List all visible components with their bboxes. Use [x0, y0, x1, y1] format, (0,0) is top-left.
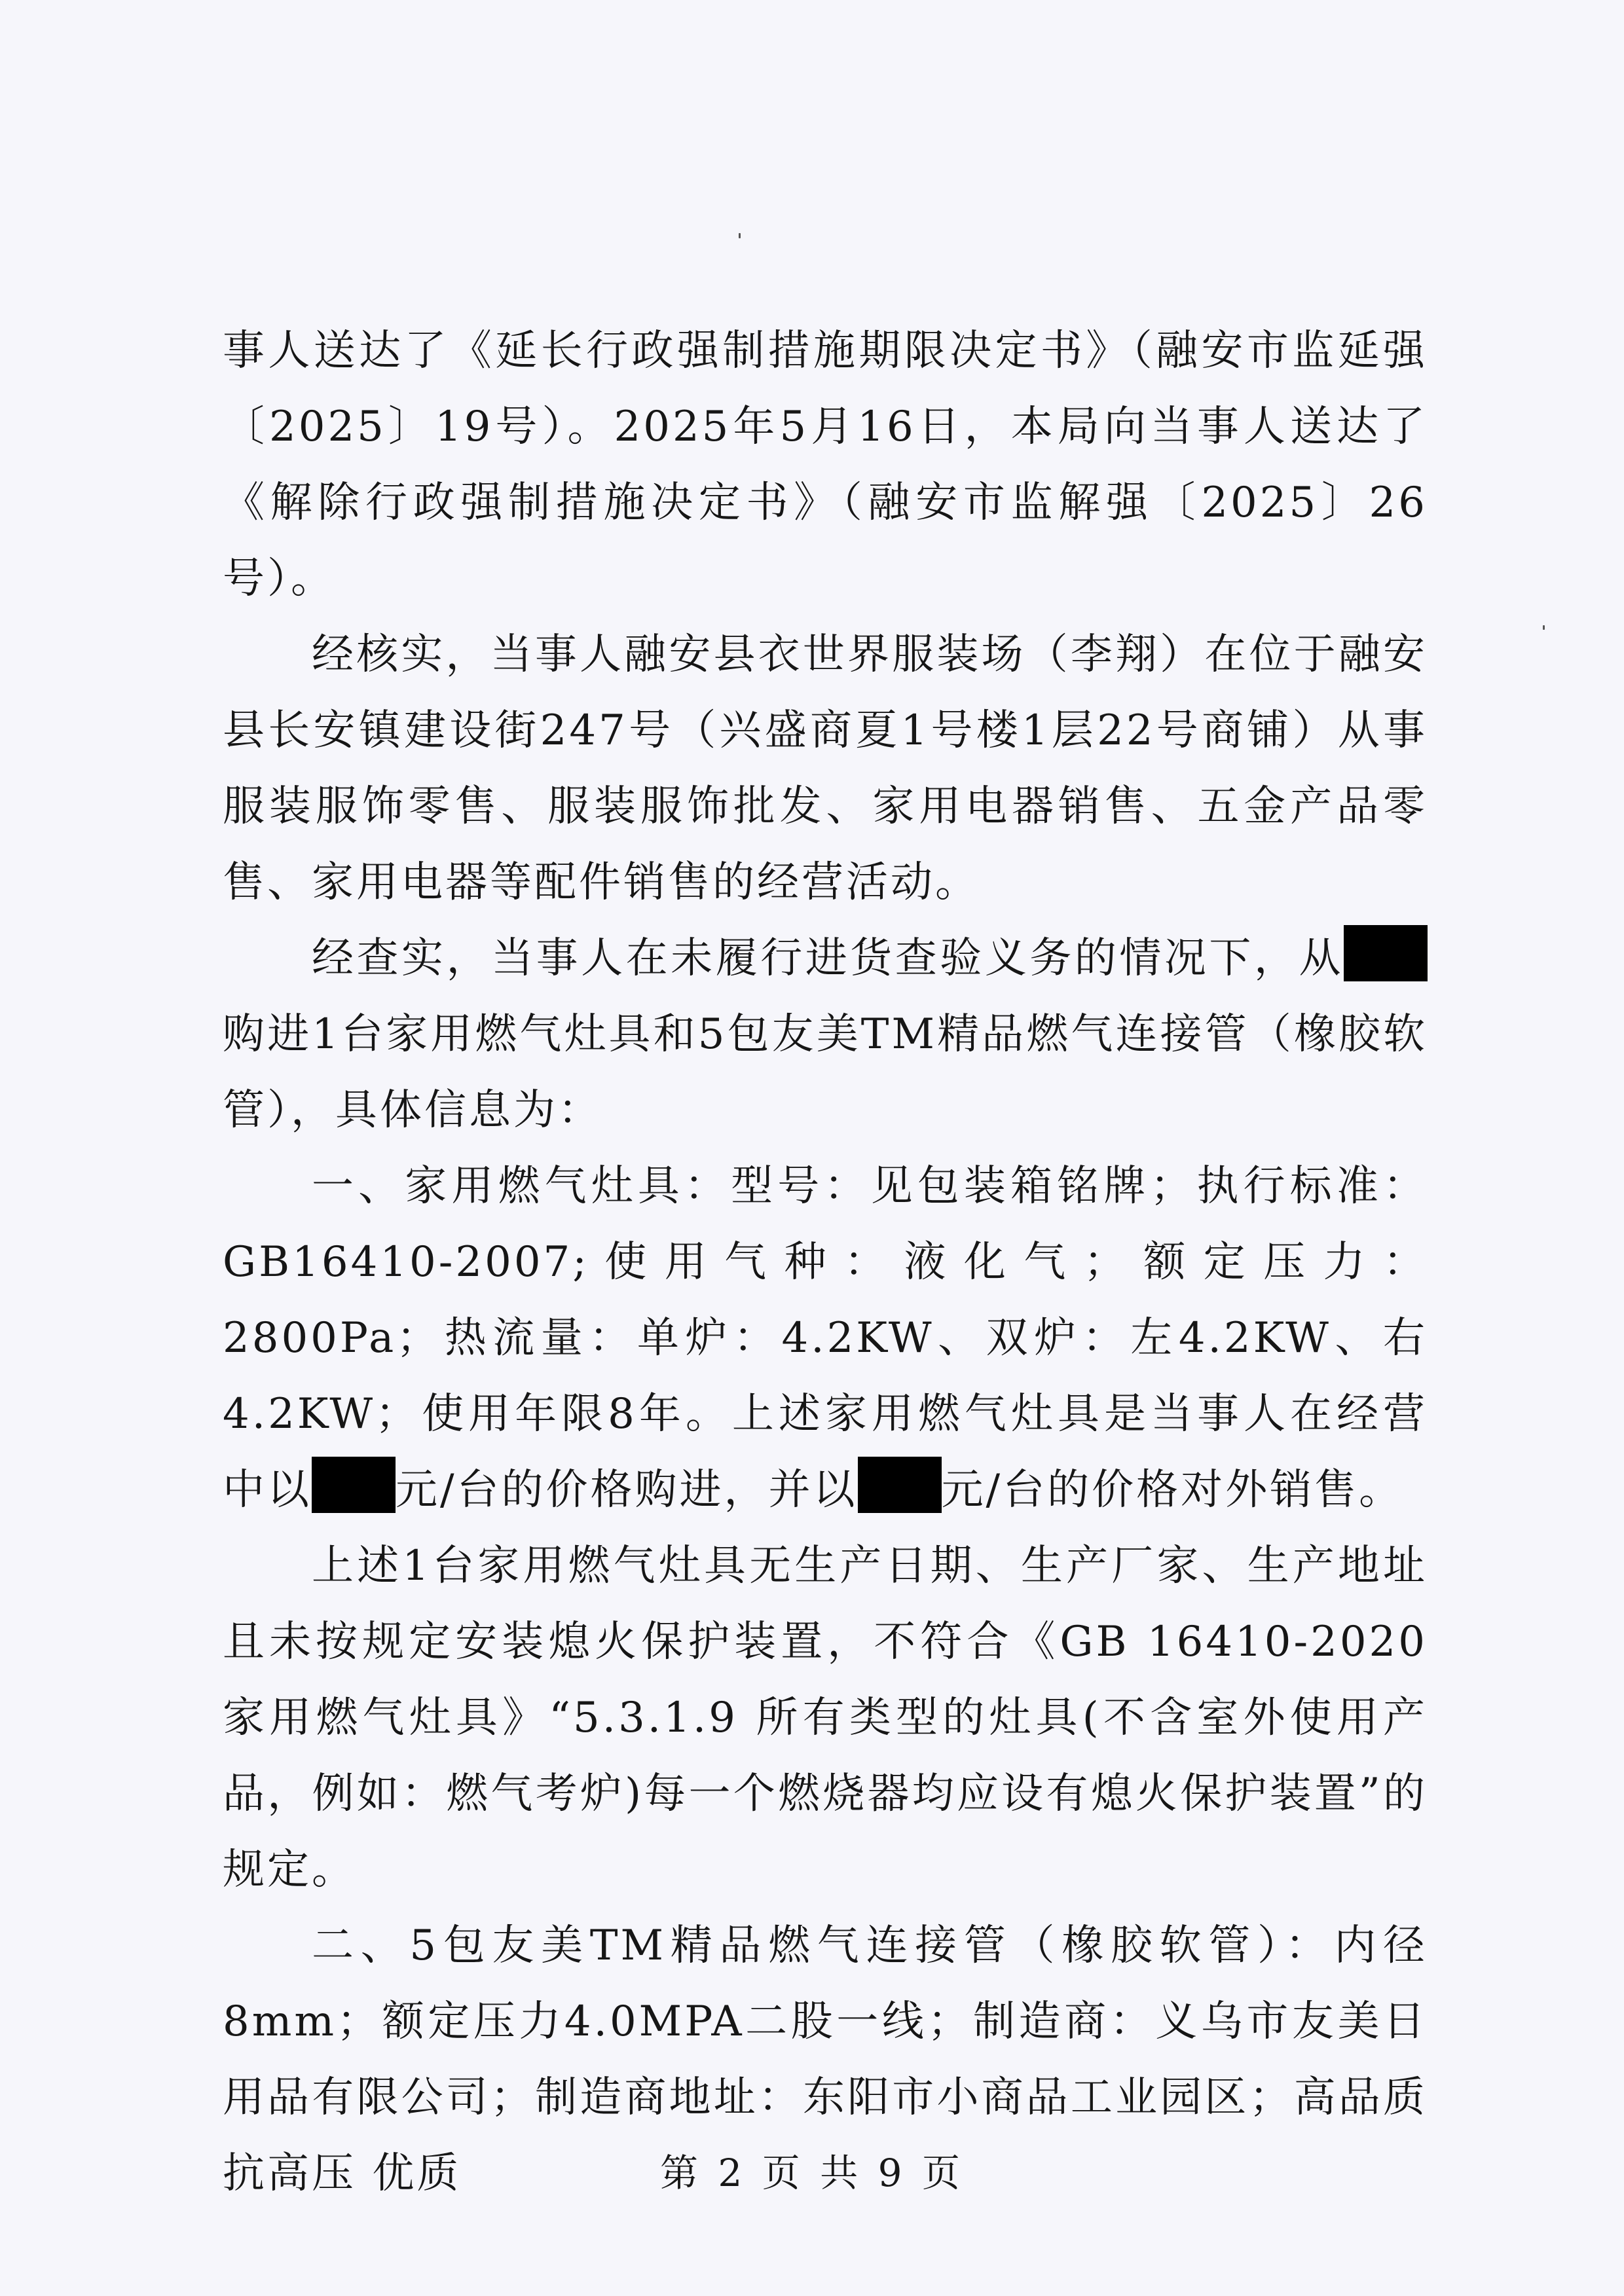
paragraph-text: 购进1台家用燃气灶具和5包友美TM精品燃气连接管（橡胶软管），具体信息为： — [223, 1010, 1428, 1135]
scan-speck — [739, 233, 741, 238]
paragraph — [223, 1528, 1428, 1908]
redaction-block — [1344, 925, 1428, 981]
paragraph-text: 元/台的价格购进，并以 — [396, 1466, 858, 1514]
scan-speck — [1543, 625, 1545, 630]
paragraph-text: 一、家用燃气灶具：型号：见包装箱铭牌；执行标准：GB16410-2007;使用气种：液化气；额定压力：2800Pa；热流量：单炉：4.2KW、双炉：左4.2KW、右4.2KW；使用年限8年。上述家用燃气灶具是当事人在经营中以 — [223, 1162, 1428, 1514]
page-number-footer: 第 2 页 共 9 页 — [660, 2151, 964, 2195]
paragraph-text: 上述1台家用燃气灶具无生产日期、生产厂家、生产地址且未按规定安装熄火保护装置，不符合《GB 16410-2020 家用燃气灶具》“5.3.1.9 所有类型的灶具(不含室外使用产品，例如：燃气考炉)每一个燃烧器均应设有熄火保护装置”的规定。 — [223, 1542, 1428, 1894]
paragraph-text: 事人送达了《延长行政强制措施期限决定书》（融安市监延强〔2025〕19号）。2025年5月16日，本局向当事人送达了《解除行政强制措施决定书》（融安市监解强〔2025〕26号）。 — [223, 327, 1428, 603]
document-body — [223, 313, 1428, 2212]
paragraph — [223, 313, 1428, 617]
redaction-block — [858, 1457, 942, 1513]
paragraph — [223, 920, 1428, 1148]
paragraph-text: 经核实，当事人融安县衣世界服装场（李翔）在位于融安县长安镇建设街247号（兴盛商夏1号楼1层22号商铺）从事服装服饰零售、服装服饰批发、家用电器销售、五金产品零售、家用电器等配件销售的经营活动。 — [223, 630, 1428, 907]
paragraph-text: 经查实，当事人在未履行进货查验义务的情况下，从 — [312, 934, 1344, 983]
paragraph — [223, 617, 1428, 920]
paragraph-text: 二、5包友美TM精品燃气连接管（橡胶软管）：内径8mm；额定压力4.0MPA二股一线；制造商：义乌市友美日用品有限公司；制造商地址：东阳市小商品工业园区；高品质 抗高压 优质 — [223, 1922, 1428, 2198]
paragraph — [223, 1148, 1428, 1528]
redaction-block — [312, 1457, 396, 1513]
paragraph-text: 元/台的价格对外销售。 — [941, 1466, 1404, 1514]
